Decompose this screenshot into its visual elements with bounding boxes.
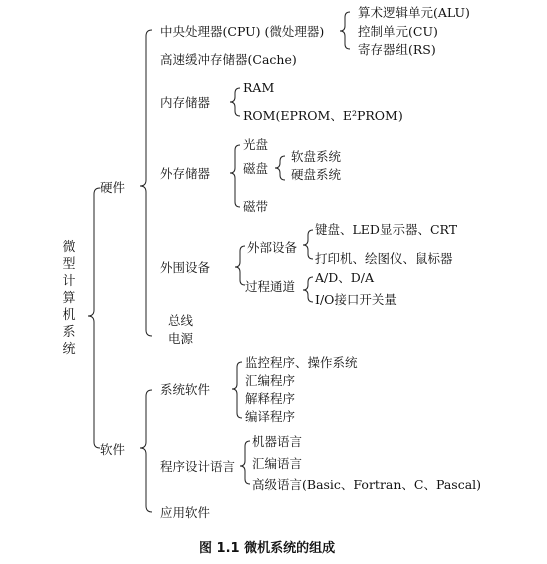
- cu-label: 控制单元(CU): [358, 24, 438, 39]
- figure-caption: 图 1.1 微机系统的组成: [199, 541, 336, 556]
- root-brace: [88, 188, 100, 448]
- external-memory-label: 外存储器: [160, 166, 211, 181]
- cpu-label: 中央处理器(CPU) (微处理器): [160, 24, 325, 39]
- cpu-brace: [340, 12, 350, 49]
- language-brace: [240, 441, 250, 484]
- storage-brace: [230, 145, 240, 207]
- language-item: 高级语言(Basic、Fortran、C、Pascal): [252, 477, 482, 492]
- floppy-disk-label: 软盘系统: [291, 149, 342, 164]
- tape-label: 磁带: [243, 199, 269, 214]
- system-software-item: 编译程序: [245, 409, 296, 424]
- power-label: 电源: [168, 331, 194, 346]
- software-label: 软件: [100, 442, 126, 457]
- alu-label: 算术逻辑单元(ALU): [358, 5, 470, 20]
- system-software-item: 解释程序: [245, 391, 296, 406]
- ad-da-label: A/D、D/A: [315, 270, 375, 285]
- peripherals-label: 外围设备: [160, 260, 211, 275]
- device-brace: [303, 230, 313, 259]
- hard-disk-label: 硬盘系统: [291, 167, 342, 182]
- system-software-item: 监控程序、操作系统: [245, 355, 358, 370]
- process-channel-label: 过程通道: [245, 279, 296, 294]
- disk-label: 磁盘: [243, 161, 269, 176]
- system-software-brace: [232, 362, 242, 418]
- optical-disc-label: 光盘: [243, 137, 269, 152]
- system-software-label: 系统软件: [160, 382, 211, 397]
- channel-brace: [303, 277, 313, 302]
- io-interface-label: I/O接口开关量: [315, 292, 397, 307]
- input-devices-label: 键盘、LED显示器、CRT: [315, 222, 458, 237]
- cache-label: 高速缓冲存储器(Cache): [160, 52, 297, 67]
- hardware-brace: [140, 30, 152, 336]
- disk-brace: [275, 156, 285, 180]
- output-devices-label: 打印机、绘图仪、鼠标器: [315, 251, 453, 266]
- hardware-label: 硬件: [100, 180, 126, 195]
- rs-label: 寄存器组(RS): [358, 42, 436, 57]
- peripheral-brace: [235, 246, 245, 285]
- application-software-label: 应用软件: [160, 505, 211, 520]
- rom-label: ROM(EPROM、E²PROM): [243, 108, 403, 123]
- bus-label: 总线: [168, 313, 194, 328]
- external-devices-label: 外部设备: [247, 240, 298, 255]
- internal-memory-label: 内存储器: [160, 95, 211, 110]
- root-label: 微型计算机系统: [62, 240, 76, 357]
- language-item: 汇编语言: [252, 456, 303, 471]
- software-brace: [140, 390, 152, 512]
- system-software-item: 汇编程序: [245, 373, 296, 388]
- programming-languages-label: 程序设计语言: [160, 459, 236, 474]
- language-item: 机器语言: [252, 434, 303, 449]
- ram-label: RAM: [243, 80, 275, 95]
- memory-brace: [230, 88, 240, 116]
